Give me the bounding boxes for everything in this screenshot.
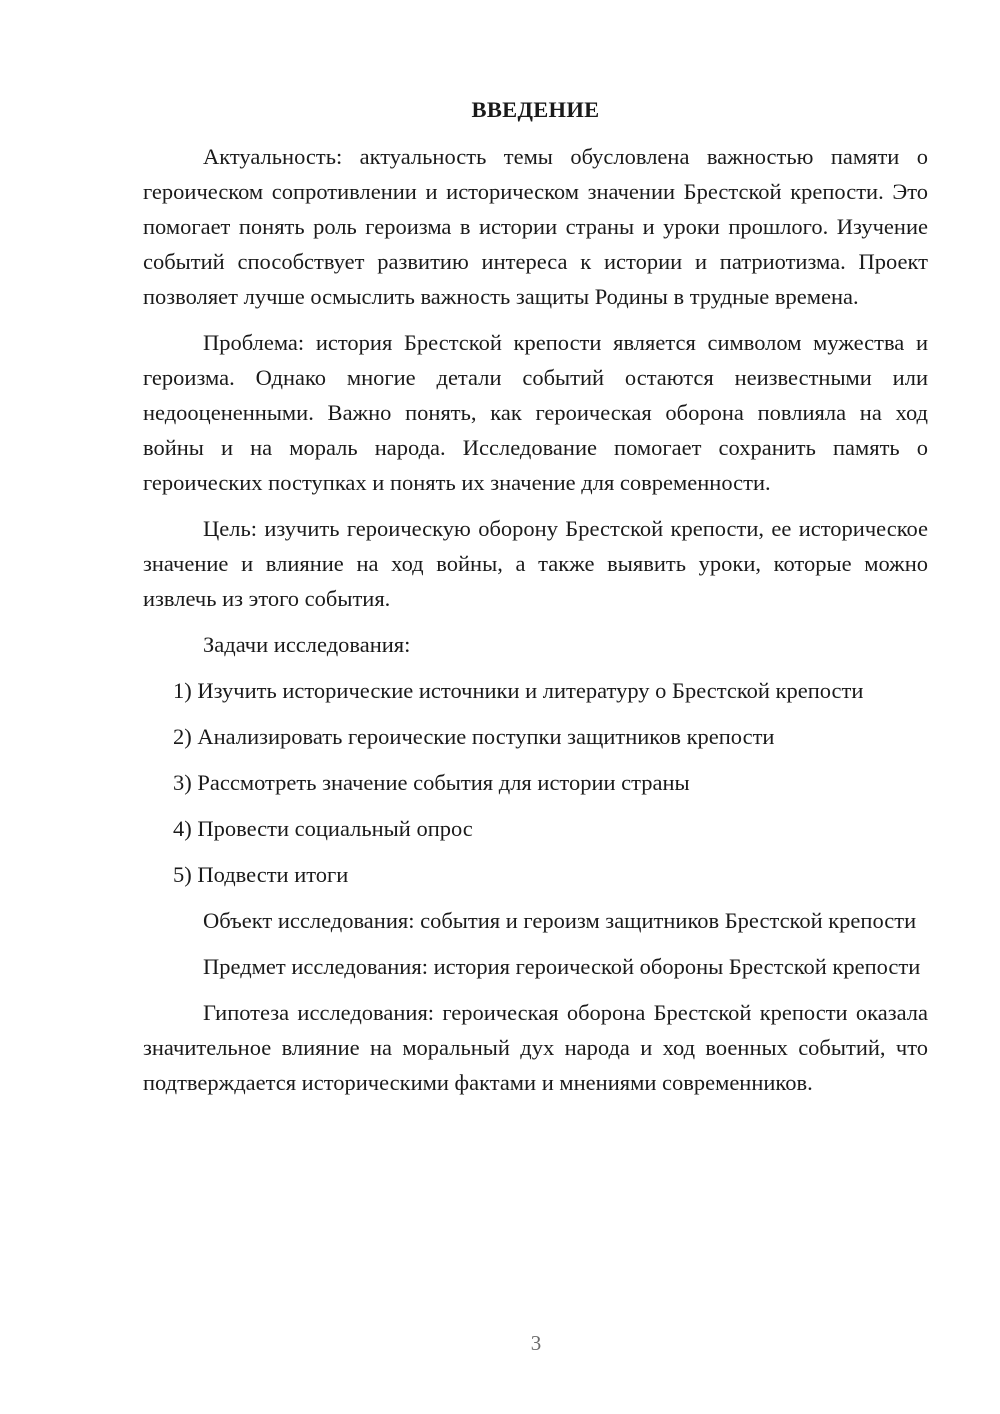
object-paragraph: Объект исследования: события и героизм защитников Брестской крепости	[203, 908, 917, 933]
hypothesis-paragraph: Гипотеза исследования: героическая оборона Брестской крепости оказала значительное влияние на моральный дух народа и ход военных событий, что подтверждается историческими фактами и мнениями современников.	[143, 1000, 928, 1095]
subject-paragraph: Предмет исследования: история героической обороны Брестской крепости	[203, 954, 921, 979]
document-page	[143, 92, 928, 1111]
section-title: ВВЕДЕНИЕ	[471, 97, 600, 122]
problem-paragraph: Проблема: история Брестской крепости является символом мужества и героизма. Однако многие детали событий остаются неизвестными или недооцененными. Важно понять, как героическая оборона повлияла на ход войны и на мораль народа. Исследование помогает сохранить память о героических поступках и понять их значение для современности.	[143, 330, 928, 495]
page-number: 3	[530, 1331, 542, 1355]
task-item: 1) Изучить исторические источники и литературу о Брестской крепости	[173, 678, 864, 703]
task-item: 2) Анализировать героические поступки защитников крепости	[173, 724, 775, 749]
task-item: 3) Рассмотреть значение события для истории страны	[173, 770, 690, 795]
task-item: 5) Подвести итоги	[173, 862, 349, 887]
task-item: 4) Провести социальный опрос	[173, 816, 473, 841]
tasks-heading: Задачи исследования:	[203, 632, 411, 657]
relevance-paragraph: Актуальность: актуальность темы обусловлена важностью памяти о героическом сопротивлении и историческом значении Брестской крепости. Это помогает понять роль героизма в истории страны и уроки прошлого. Изучение событий способствует развитию интереса к истории и патриотизма. Проект позволяет лучше осмыслить важность защиты Родины в трудные времена.	[143, 144, 928, 309]
goal-paragraph: Цель: изучить героическую оборону Брестской крепости, ее историческое значение и влияние на ход войны, а также выявить уроки, которые можно извлечь из этого события.	[143, 516, 928, 611]
